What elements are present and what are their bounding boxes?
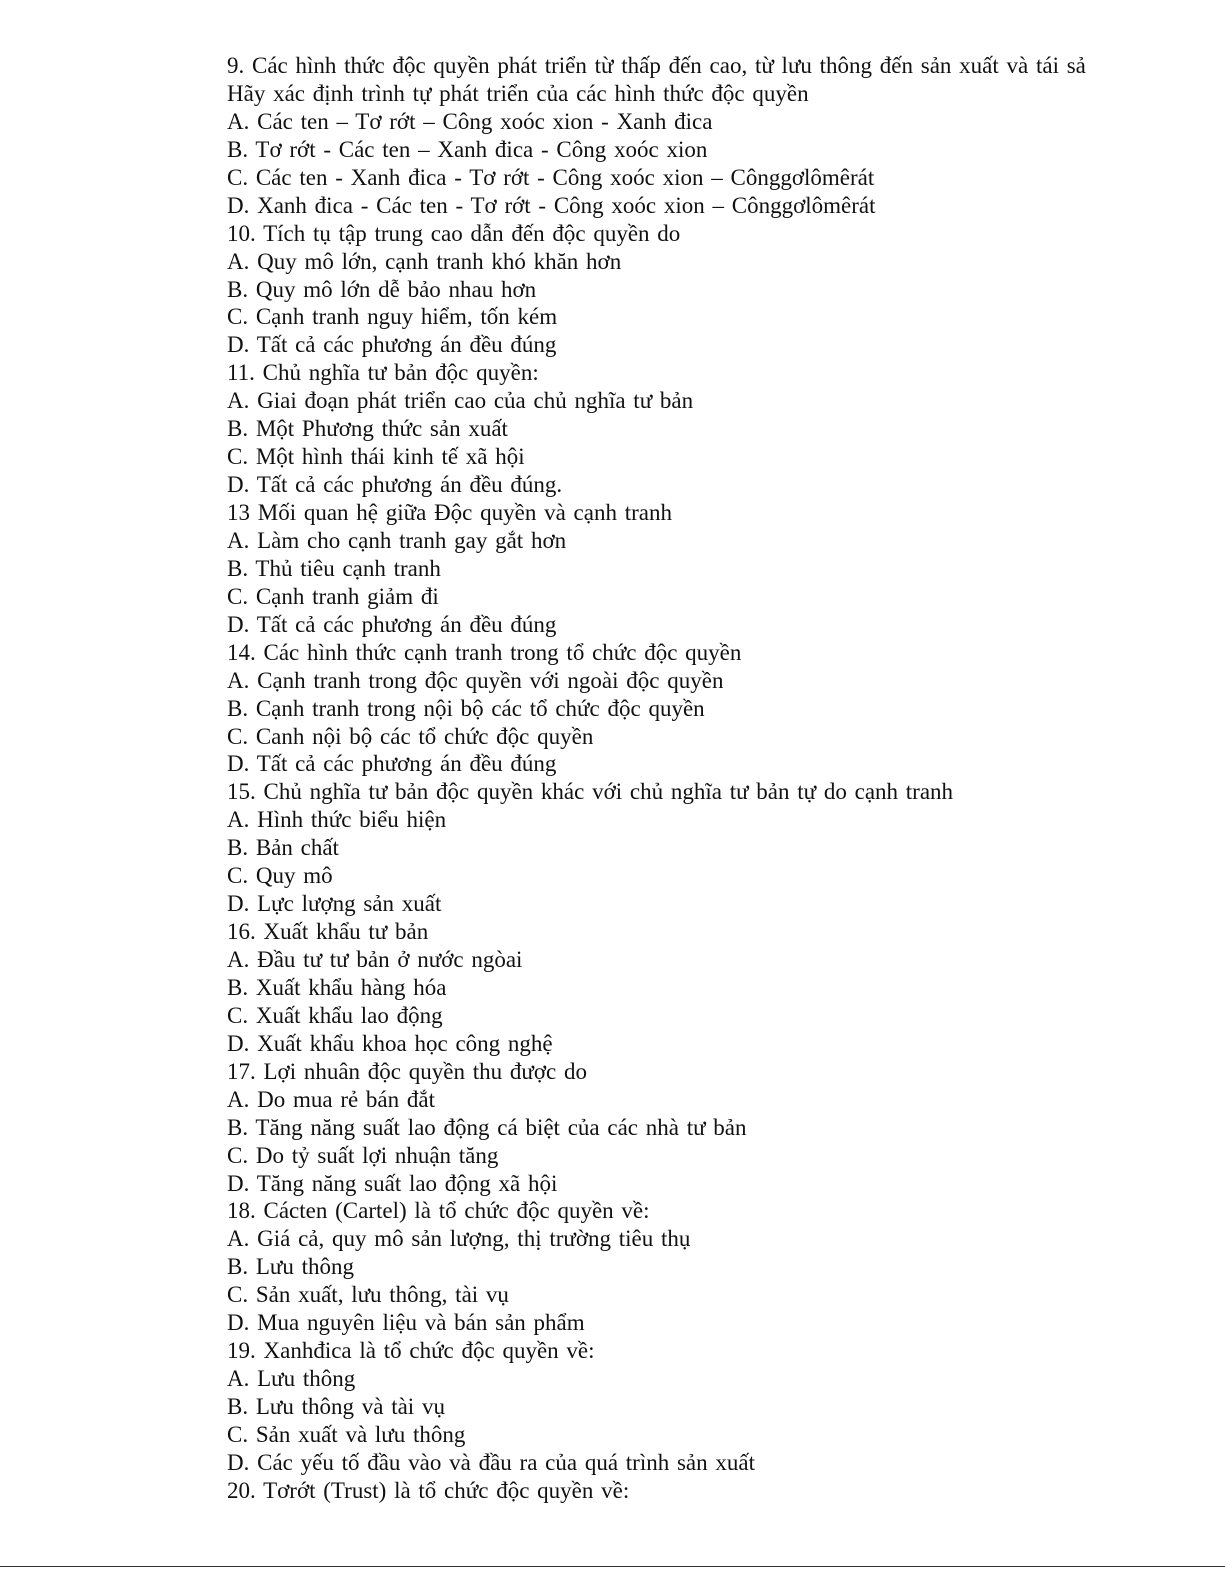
question-line: 10. Tích tụ tập trung cao dẫn đến độc quyền do [227,220,681,246]
answer-option-line: D. Xuất khẩu khoa học công nghệ [227,1030,553,1056]
answer-option-line: D. Lực lượng sản xuất [227,891,442,917]
answer-option-line: D. Tất cả các phương án đều đúng [227,751,557,777]
question-line: 11. Chủ nghĩa tư bản độc quyền: [227,360,539,386]
answer-option-line: C. Một hình thái kinh tế xã hội [227,444,525,470]
answer-option-line: A. Các ten – Tơ rớt – Công xoóc xion - Xanh đica [227,108,713,134]
question-line: 17. Lợi nhuân độc quyền thu được do [227,1058,587,1084]
answer-option-line: B. Tơ rớt - Các ten – Xanh đica - Công xoóc xion [227,136,708,162]
answer-option-line: B. Một Phương thức sản xuất [227,416,508,442]
answer-option-line: B. Lưu thông [227,1254,354,1280]
answer-option-line: A. Giai đoạn phát triển cao của chủ nghĩa tư bản [227,388,694,414]
answer-option-line: A. Làm cho cạnh tranh gay gắt hơn [227,527,567,553]
answer-option-line: C. Các ten - Xanh đica - Tơ rớt - Công xoóc xion – Cônggơlômêrát [227,164,875,190]
question-line: 14. Các hình thức cạnh tranh trong tổ chức độc quyền [227,639,742,665]
answer-option-line: C. Quy mô [227,863,333,889]
answer-option-line: Hãy xác định trình tự phát triển của các hình thức độc quyền [227,80,809,106]
answer-option-line: D. Xanh đica - Các ten - Tơ rớt - Công xoóc xion – Cônggơlômêrát [227,192,876,218]
answer-option-line: A. Đầu tư tư bản ở nước ngòai [227,947,523,972]
answer-option-line: D. Tất cả các phương án đều đúng [227,611,557,637]
question-line: 9. Các hình thức độc quyền phát triển từ thấp đến cao, từ lưu thông đến sản xuất và tái sả [227,53,1086,78]
question-line: 20. Tơrớt (Trust) là tổ chức độc quyền về: [227,1477,630,1503]
answer-option-line: A. Cạnh tranh trong độc quyền với ngoài độc quyền [227,667,724,693]
answer-option-line: C. Do tỷ suất lợi nhuận tăng [227,1142,499,1168]
answer-option-line: D. Tất cả các phương án đều đúng. [227,472,563,498]
answer-option-line: D. Các yếu tố đầu vào và đầu ra của quá trình sản xuất [227,1449,755,1475]
answer-option-line: C. Sản xuất và lưu thông [227,1421,466,1447]
answer-option-line: B. Tăng năng suất lao động cá biệt của các nhà tư bản [227,1114,747,1140]
answer-option-line: B. Xuất khẩu hàng hóa [227,974,447,1000]
answer-option-line: A. Do mua rẻ bán đắt [227,1086,435,1112]
answer-option-line: A. Hình thức biểu hiện [227,807,447,833]
answer-option-line: C. Xuất khẩu lao động [227,1002,443,1028]
page-bottom-rule [0,1566,1225,1567]
answer-option-line: D. Tăng năng suất lao động xã hội [227,1170,558,1196]
answer-option-line: B. Quy mô lớn dễ bảo nhau hơn [227,276,537,302]
document-text-block [227,52,1225,1505]
answer-option-line: B. Lưu thông và tài vụ [227,1394,445,1419]
answer-option-line: C. Cạnh tranh giảm đi [227,583,439,609]
answer-option-line: A. Lưu thông [227,1366,356,1392]
question-line: 19. Xanhđica là tổ chức độc quyền về: [227,1338,595,1364]
answer-option-line: C. Sản xuất, lưu thông, tài vụ [227,1282,509,1308]
question-line: 15. Chủ nghĩa tư bản độc quyền khác với chủ nghĩa tư bản tự do cạnh tranh [227,779,954,805]
question-line: 13 Mối quan hệ giữa Độc quyền và cạnh tranh [227,500,672,525]
answer-option-line: B. Cạnh tranh trong nội bộ các tổ chức độc quyền [227,695,705,721]
answer-option-line: A. Quy mô lớn, cạnh tranh khó khăn hơn [227,248,622,274]
answer-option-line: D. Tất cả các phương án đều đúng [227,332,557,358]
answer-option-line: C. Canh nội bộ các tổ chức độc quyền [227,723,594,749]
question-line: 16. Xuất khẩu tư bản [227,919,429,945]
answer-option-line: A. Giá cả, quy mô sản lượng, thị trường tiêu thụ [227,1226,691,1252]
answer-option-line: B. Thủ tiêu cạnh tranh [227,555,441,581]
question-line: 18. Cácten (Cartel) là tổ chức độc quyền về: [227,1198,650,1224]
answer-option-line: C. Cạnh tranh nguy hiểm, tốn kém [227,304,558,330]
answer-option-line: B. Bản chất [227,835,339,861]
answer-option-line: D. Mua nguyên liệu và bán sản phẩm [227,1310,585,1336]
